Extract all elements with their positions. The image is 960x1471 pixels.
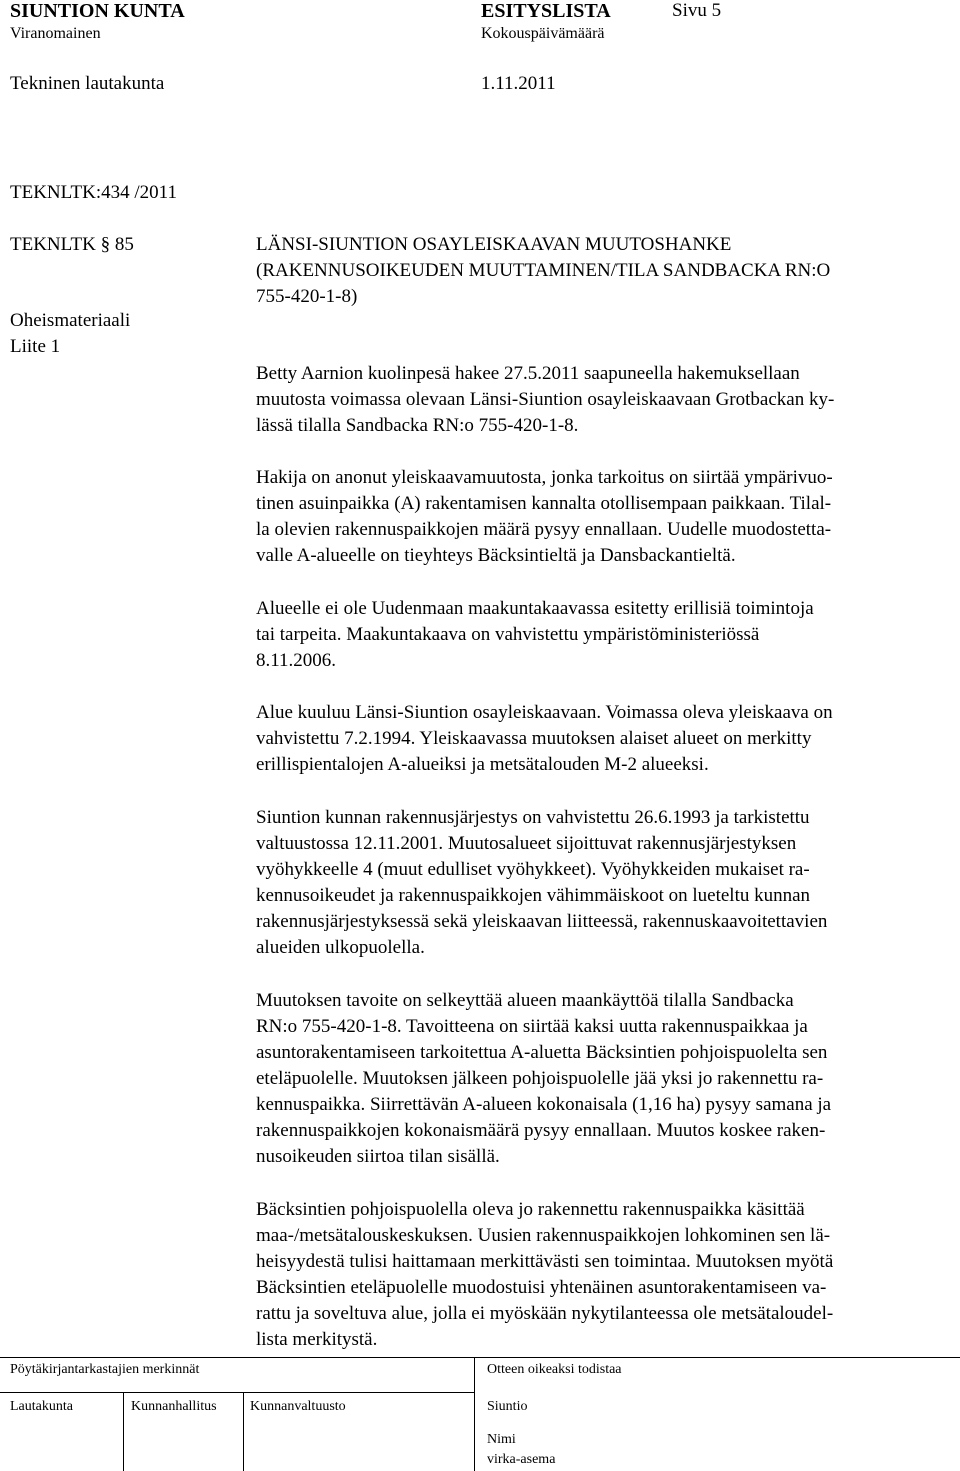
footer-certification-label: Otteen oikeaksi todistaa (487, 1362, 622, 1377)
text-line: Muutoksen tavoite on selkeyttää alueen maankäyttöä tilalla Sandbacka (256, 990, 794, 1011)
text-line: RN:o 755-420-1-8. Tavoitteena on siirtää kaksi uutta rakennuspaikkaa ja (256, 1016, 808, 1037)
title-line: LÄNSI-SIUNTION OSAYLEISKAAVAN MUUTOSHANKE (256, 234, 732, 255)
footer-col-council: Kunnanvaltuusto (250, 1399, 346, 1414)
text-line: 8.11.2006. (256, 650, 337, 671)
text-line: kennuspaikka. Siirrettävän A-alueen kokonaisala (1,16 ha) pysyy samana ja (256, 1094, 832, 1115)
section-number: TEKNLTK § 85 (10, 234, 134, 255)
paragraph-request (256, 465, 956, 569)
text-line: maa-/metsätalouskeskuksen. Uusien rakennuspaikkojen lohkominen sen lä- (256, 1225, 831, 1246)
paragraph-building-code (256, 805, 956, 961)
text-line: Alueelle ei ole Uudenmaan maakuntakaavassa esitetty erillisiä toimintoja (256, 598, 814, 619)
footer-col-board: Lautakunta (10, 1399, 73, 1414)
item-title (256, 232, 956, 310)
text-line: nusoikeuden siirtoa tilan sisällä. (256, 1146, 500, 1167)
text-line: heisyydestä tulisi haittamaan merkittävästi sen toimintaa. Muutoksen myötä (256, 1251, 834, 1272)
paragraph-regional-plan (256, 596, 956, 674)
authority: Tekninen lautakunta (10, 73, 165, 94)
paragraph-objective (256, 988, 956, 1170)
text-line: asuntorakentamiseen tarkoitettua A-aluetta Bäcksintien pohjoispuolelta sen (256, 1042, 828, 1063)
case-reference: TEKNLTK:434 /2011 (10, 182, 177, 203)
text-line: vyöhykkeelle 4 (muut edulliset vyöhykkeet). Vyöhykkeiden mukaiset ra- (256, 859, 810, 880)
text-line: erillispientalojen A-alueiksi ja metsätalouden M-2 alueeksi. (256, 754, 709, 775)
text-line: valtuustossa 12.11.2001. Muutosalueet sijoittuvat rakennusjärjestyksen (256, 833, 797, 854)
paragraph-master-plan (256, 700, 956, 778)
doc-type: ESITYSLISTA (481, 0, 611, 22)
org-name: SIUNTION KUNTA (10, 0, 185, 22)
text-line: rakennuspaikkojen kokonaismäärä pysyy ennallaan. Muutos koskee raken- (256, 1120, 826, 1141)
text-line: rattu ja soveltuva alue, jolla ei myöskään nykytilanteessa ole metsätaloudel- (256, 1303, 834, 1324)
text-line: la olevien rakennuspaikkojen määrä pysyy ennallaan. Uudelle muodostetta- (256, 519, 832, 540)
authority-label: Viranomainen (10, 25, 101, 42)
footer-top-rule (0, 1357, 960, 1358)
text-line: Betty Aarnion kuolinpesä hakee 27.5.2011 saapuneella hakemuksellaan (256, 363, 800, 384)
text-line: Bäcksintien pohjoispuolella oleva jo rakennettu rakennuspaikka käsittää (256, 1199, 805, 1220)
text-line: valle A-alueelle on tieyhteys Bäcksintieltä ja Dansbackantieltä. (256, 545, 736, 566)
footer-place: Siuntio (487, 1399, 528, 1414)
meeting-date: 1.11.2011 (481, 73, 556, 94)
text-line: eteläpuolelle. Muutoksen jälkeen pohjoispuolelle jää yksi jo rakennettu ra- (256, 1068, 824, 1089)
paragraph-application (256, 361, 956, 439)
title-line: (RAKENNUSOIKEUDEN MUUTTAMINEN/TILA SANDBACKA RN:O (256, 260, 831, 281)
footer-reviewers-label: Pöytäkirjantarkastajien merkinnät (10, 1362, 200, 1377)
footer-name: Nimi (487, 1432, 516, 1447)
date-label: Kokouspäivämäärä (481, 25, 605, 42)
attachment-label: Oheismateriaali (10, 310, 131, 331)
page-number: Sivu 5 (672, 0, 722, 21)
text-line: alueiden ulkopuolella. (256, 937, 425, 958)
footer-row-rule (0, 1392, 474, 1393)
footer-title: virka-asema (487, 1452, 556, 1467)
text-line: tai tarpeita. Maakuntakaava on vahvistettu ympäristöministeriössä (256, 624, 760, 645)
text-line: muutosta voimassa olevaan Länsi-Siuntion osayleiskaavaan Grotbackan ky- (256, 389, 835, 410)
text-line: vahvistettu 7.2.1994. Yleiskaavassa muutoksen alaiset alueet on merkitty (256, 728, 812, 749)
footer-col-divider (123, 1393, 124, 1471)
text-line: Alue kuuluu Länsi-Siuntion osayleiskaavaan. Voimassa oleva yleiskaava on (256, 702, 833, 723)
footer-col-divider (243, 1393, 244, 1471)
footer-divider (474, 1357, 475, 1471)
text-line: Bäcksintien eteläpuolelle muodostuisi yhtenäinen asuntorakentamiseen va- (256, 1277, 827, 1298)
text-line: lista merkitystä. (256, 1329, 378, 1350)
paragraph-justification (256, 1197, 956, 1353)
attachment-id: Liite 1 (10, 336, 61, 357)
text-line: Siuntion kunnan rakennusjärjestys on vahvistettu 26.6.1993 ja tarkistettu (256, 807, 810, 828)
footer-col-executive: Kunnanhallitus (131, 1399, 217, 1414)
title-line: 755-420-1-8) (256, 286, 358, 307)
text-line: lässä tilalla Sandbacka RN:o 755-420-1-8. (256, 415, 579, 436)
text-line: tinen asuinpaikka (A) rakentamisen kannalta otollisempaan paikkaan. Tilal- (256, 493, 832, 514)
text-line: Hakija on anonut yleiskaavamuutosta, jonka tarkoitus on siirtää ympärivuo- (256, 467, 833, 488)
text-line: kennusoikeudet ja rakennuspaikkojen vähimmäiskoot on lueteltu kunnan (256, 885, 811, 906)
text-line: rakennusjärjestyksessä sekä yleiskaavan liitteessä, rakennuskaavoitettavien (256, 911, 828, 932)
